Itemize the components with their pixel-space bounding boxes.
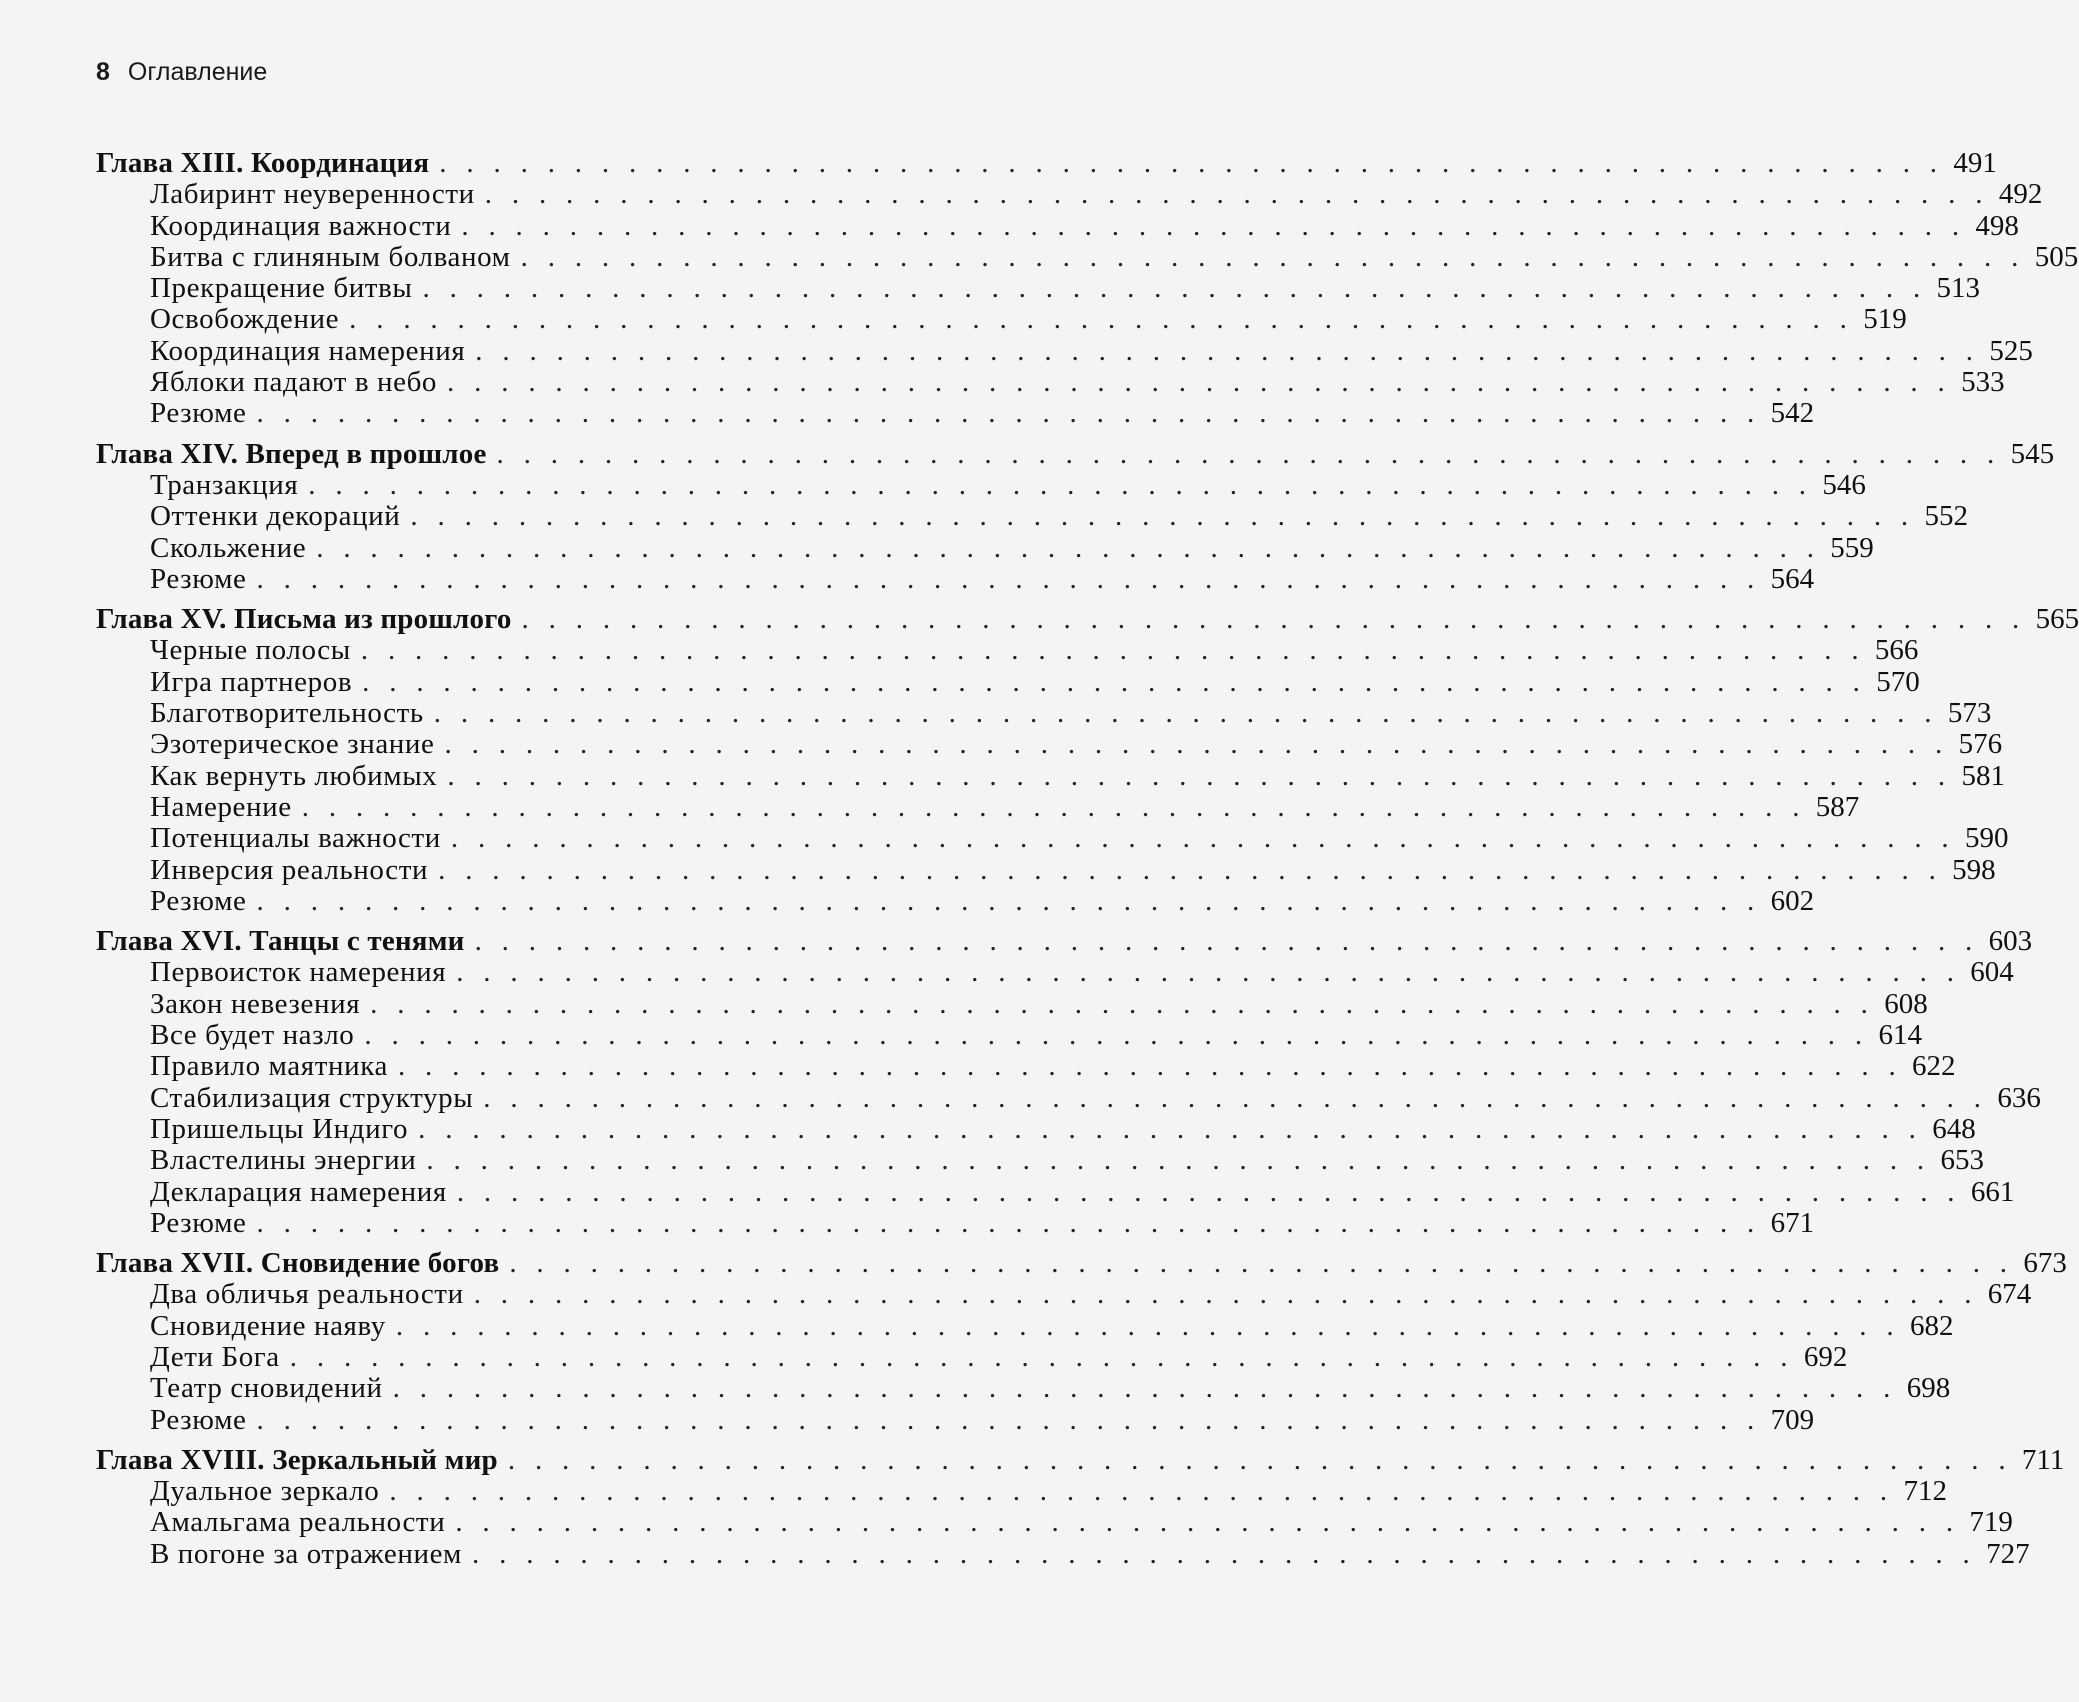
dot-leader: . . . . . . . . . . . . . . . . . . . . . . . . . . . . . . . . . . . . . . . . . . . . . . . . . . . . . . . .	[256, 562, 1761, 595]
toc-section-entry	[96, 1506, 2013, 1539]
dot-leader: . . . . . . . . . . . . . . . . . . . . . . . . . . . . . . . . . . . . . . . . . . . . . . . . . . . . . . . .	[433, 697, 1938, 730]
toc-section-entry	[96, 366, 2005, 399]
toc-section-entry	[96, 1372, 1951, 1405]
dot-leader: . . . . . . . . . . . . . . . . . . . . . . . . . . . . . . . . . . . . . . . . . . . . . . . . . . . . . . . .	[450, 822, 1955, 855]
toc-entry-page: 674	[1987, 1278, 2032, 1311]
dot-leader: . . . . . . . . . . . . . . . . . . . . . . . . . . . . . . . . . . . . . . . . . . . . . . . . . . . . . . . .	[410, 500, 1915, 533]
dot-leader: . . . . . . . . . . . . . . . . . . . . . . . . . . . . . . . . . . . . . . . . . . . . . . . . . . . . . . . .	[362, 665, 1867, 698]
running-header-title: Оглавление	[127, 58, 268, 86]
toc-entry-page: 598	[1952, 853, 1996, 886]
toc-entry-page: 590	[1964, 822, 2009, 855]
toc-entry-title: Все будет назло	[150, 1019, 355, 1052]
dot-leader: . . . . . . . . . . . . . . . . . . . . . . . . . . . . . . . . . . . . . . . . . . . . . . . . . . . . . . . .	[474, 925, 1979, 958]
toc-entry-title: Инверсия реальности	[150, 853, 429, 886]
toc-section-entry	[96, 822, 2009, 855]
toc-entry-title: Лабиринт неуверенности	[150, 178, 475, 211]
dot-leader: . . . . . . . . . . . . . . . . . . . . . . . . . . . . . . . . . . . . . . . . . . . . . . . . . . . . . . . .	[447, 366, 1952, 399]
toc-entry-page: 698	[1906, 1372, 1951, 1405]
toc-entry-page: 712	[1903, 1475, 1947, 1508]
toc-entry-title: Глава XIII. Координация	[96, 147, 430, 179]
toc-section-entry	[96, 1309, 1954, 1342]
dot-leader: . . . . . . . . . . . . . . . . . . . . . . . . . . . . . . . . . . . . . . . . . . . . . . . . . . . . . . . .	[308, 468, 1813, 501]
toc-entry-page: 671	[1770, 1206, 1815, 1239]
toc-section-entry	[96, 665, 1920, 698]
toc-section-entry	[96, 334, 2033, 367]
toc-entry-title: Резюме	[150, 1403, 247, 1436]
toc-section-entry	[96, 397, 1815, 430]
dot-leader: . . . . . . . . . . . . . . . . . . . . . . . . . . . . . . . . . . . . . . . . . . . . . . . . . . . . . . . .	[472, 1537, 1977, 1570]
toc-entry-page: 570	[1876, 665, 1920, 698]
toc-section-entry	[96, 634, 1919, 667]
toc-section-entry	[96, 1340, 1848, 1373]
toc-section-entry	[96, 303, 1907, 336]
toc-section-entry	[96, 790, 1860, 823]
toc-chapter-entry	[96, 603, 2079, 636]
toc-entry-title: Черные полосы	[150, 634, 351, 667]
toc-section-entry	[96, 562, 1815, 595]
dot-leader: . . . . . . . . . . . . . . . . . . . . . . . . . . . . . . . . . . . . . . . . . . . . . . . . . . . . . . . .	[256, 397, 1761, 430]
dot-leader: . . . . . . . . . . . . . . . . . . . . . . . . . . . . . . . . . . . . . . . . . . . . . . . . . . . . . . . .	[438, 853, 1943, 886]
toc-section-entry	[96, 1175, 2015, 1208]
toc-chapter-entry	[96, 925, 2033, 958]
toc-section-entry	[96, 531, 1874, 564]
dot-leader: . . . . . . . . . . . . . . . . . . . . . . . . . . . . . . . . . . . . . . . . . . . . . . . . . . . . . . . .	[456, 1175, 1961, 1208]
toc-entry-title: Координация намерения	[150, 334, 466, 367]
dot-leader: . . . . . . . . . . . . . . . . . . . . . . . . . . . . . . . . . . . . . . . . . . . . . . . . . . . . . . . .	[509, 1247, 2014, 1280]
toc-section-entry	[96, 272, 1981, 305]
toc-entry-page: 602	[1770, 884, 1815, 917]
toc-entry-title: Намерение	[150, 790, 292, 823]
toc-section-entry	[96, 1112, 1976, 1145]
toc-entry-page: 565	[2035, 603, 2079, 636]
toc-entry-page: 661	[1970, 1175, 2015, 1208]
toc-entry-title: Битва с глиняным болваном	[150, 240, 511, 273]
toc-entry-page: 727	[1986, 1537, 2030, 1570]
toc-entry-title: Освобождение	[150, 303, 340, 336]
toc-entry-title: Правило маятника	[150, 1050, 388, 1083]
toc-entry-page: 587	[1815, 790, 1860, 823]
dot-leader: . . . . . . . . . . . . . . . . . . . . . . . . . . . . . . . . . . . . . . . . . . . . . . . . . . . . . . . .	[455, 1506, 1960, 1539]
toc-entry-title: Два обличья реальности	[150, 1278, 464, 1311]
dot-leader: . . . . . . . . . . . . . . . . . . . . . . . . . . . . . . . . . . . . . . . . . . . . . . . . . . . . . . . .	[473, 1278, 1978, 1311]
toc-chapter-entry	[96, 437, 2055, 470]
toc-section-entry	[96, 1019, 1922, 1052]
dot-leader: . . . . . . . . . . . . . . . . . . . . . . . . . . . . . . . . . . . . . . . . . . . . . . . . . . . . . . . .	[349, 303, 1854, 336]
toc-section-entry	[96, 956, 2014, 989]
toc-entry-title: Театр сновидений	[150, 1372, 383, 1405]
toc-section-entry	[96, 1081, 2041, 1114]
dot-leader: . . . . . . . . . . . . . . . . . . . . . . . . . . . . . . . . . . . . . . . . . . . . . . . . . . . . . . . .	[395, 1309, 1900, 1342]
toc-entry-title: Скольжение	[150, 531, 307, 564]
toc-section-entry	[96, 987, 1928, 1020]
toc-section-entry	[96, 1206, 1815, 1239]
dot-leader: . . . . . . . . . . . . . . . . . . . . . . . . . . . . . . . . . . . . . . . . . . . . . . . . . . . . . . . .	[461, 209, 1966, 242]
toc-entry-page: 603	[1988, 925, 2033, 958]
toc-entry-title: Пришельцы Индиго	[150, 1112, 409, 1145]
dot-leader: . . . . . . . . . . . . . . . . . . . . . . . . . . . . . . . . . . . . . . . . . . . . . . . . . . . . . . . .	[360, 634, 1865, 667]
toc-entry-page: 559	[1830, 531, 1874, 564]
toc-section-entry	[96, 1537, 2030, 1570]
toc-entry-page: 492	[1998, 178, 2043, 211]
dot-leader: . . . . . . . . . . . . . . . . . . . . . . . . . . . . . . . . . . . . . . . . . . . . . . . . . . . . . . . .	[418, 1112, 1923, 1145]
toc-entry-page: 719	[1969, 1506, 2013, 1539]
dot-leader: . . . . . . . . . . . . . . . . . . . . . . . . . . . . . . . . . . . . . . . . . . . . . . . . . . . . . . . .	[256, 884, 1761, 917]
toc-entry-title: Глава XIV. Вперед в прошлое	[96, 437, 487, 470]
toc-entry-page: 576	[1958, 728, 2003, 761]
toc-entry-title: Прекращение битвы	[150, 272, 413, 305]
toc-entry-page: 505	[2034, 240, 2079, 273]
toc-section-entry	[96, 1144, 1984, 1177]
toc-entry-title: Игра партнеров	[150, 665, 353, 698]
page-number: 8	[96, 58, 110, 86]
toc-entry-page: 636	[1997, 1081, 2041, 1114]
toc-entry-title: Сновидение наяву	[150, 1309, 386, 1342]
toc-entry-page: 573	[1947, 697, 1992, 730]
toc-entry-page: 692	[1803, 1340, 1848, 1373]
running-header	[96, 58, 267, 87]
toc-entry-page: 622	[1912, 1050, 1956, 1083]
toc-section-entry	[96, 759, 2005, 792]
toc-entry-page: 566	[1874, 634, 1919, 667]
dot-leader: . . . . . . . . . . . . . . . . . . . . . . . . . . . . . . . . . . . . . . . . . . . . . . . . . . . . . . . .	[439, 147, 1944, 179]
dot-leader: . . . . . . . . . . . . . . . . . . . . . . . . . . . . . . . . . . . . . . . . . . . . . . . . . . . . . . . .	[392, 1372, 1897, 1405]
toc-entry-title: Благотворительность	[150, 697, 424, 730]
dot-leader: . . . . . . . . . . . . . . . . . . . . . . . . . . . . . . . . . . . . . . . . . . . . . . . . . . . . . . . .	[484, 178, 1989, 211]
toc-entry-title: Координация важности	[150, 209, 452, 242]
toc-entry-page: 653	[1940, 1144, 1984, 1177]
toc-entry-page: 581	[1961, 759, 2005, 792]
toc-entry-page: 545	[2010, 437, 2055, 470]
dot-leader: . . . . . . . . . . . . . . . . . . . . . . . . . . . . . . . . . . . . . . . . . . . . . . . . . . . . . . . .	[364, 1019, 1869, 1052]
dot-leader: . . . . . . . . . . . . . . . . . . . . . . . . . . . . . . . . . . . . . . . . . . . . . . . . . . . . . . . .	[389, 1475, 1894, 1508]
dot-leader: . . . . . . . . . . . . . . . . . . . . . . . . . . . . . . . . . . . . . . . . . . . . . . . . . . . . . . . .	[316, 531, 1821, 564]
toc-entry-title: Потенциалы важности	[150, 822, 441, 855]
toc-section-entry	[96, 240, 2079, 273]
toc-section-entry	[96, 1050, 1956, 1083]
toc-section-entry	[96, 209, 2019, 242]
toc-entry-page: 648	[1932, 1112, 1976, 1145]
dot-leader: . . . . . . . . . . . . . . . . . . . . . . . . . . . . . . . . . . . . . . . . . . . . . . . . . . . . . . . .	[507, 1443, 2012, 1476]
toc-entry-title: Дуальное зеркало	[150, 1475, 380, 1508]
toc-entry-title: Резюме	[150, 397, 247, 430]
toc-entry-title: Закон невезения	[150, 987, 361, 1020]
dot-leader: . . . . . . . . . . . . . . . . . . . . . . . . . . . . . . . . . . . . . . . . . . . . . . . . . . . . . . . .	[496, 437, 2001, 470]
toc-entry-title: Глава XVII. Сновидение богов	[96, 1247, 500, 1280]
toc-section-entry	[96, 178, 2043, 211]
toc-entry-title: Амальгама реальности	[150, 1506, 446, 1539]
toc-entry-page: 533	[1961, 366, 2005, 399]
toc-section-entry	[96, 1475, 1947, 1508]
dot-leader: . . . . . . . . . . . . . . . . . . . . . . . . . . . . . . . . . . . . . . . . . . . . . . . . . . . . . . . .	[475, 334, 1980, 367]
toc-entry-title: Глава XVI. Танцы с тенями	[96, 925, 465, 958]
toc-section-entry	[96, 468, 1866, 501]
toc-entry-page: 711	[2021, 1443, 2065, 1476]
toc-entry-page: 604	[1970, 956, 2014, 989]
toc-entry-title: Транзакция	[150, 468, 299, 501]
toc-entry-page: 673	[2023, 1247, 2067, 1280]
toc-entry-page: 682	[1909, 1309, 1954, 1342]
toc-entry-title: В погоне за отражением	[150, 1537, 463, 1570]
toc-chapter-entry	[96, 1247, 2067, 1280]
toc-section-entry	[96, 500, 1968, 533]
toc-entry-page: 491	[1953, 147, 1997, 179]
dot-leader: . . . . . . . . . . . . . . . . . . . . . . . . . . . . . . . . . . . . . . . . . . . . . . . . . . . . . . . .	[289, 1340, 1794, 1373]
toc-entry-title: Резюме	[150, 884, 247, 917]
toc-entry-page: 542	[1770, 397, 1815, 430]
toc-entry-page: 552	[1924, 500, 1968, 533]
toc-entry-page: 546	[1822, 468, 1866, 501]
toc-section-entry	[96, 1403, 1815, 1436]
dot-leader: . . . . . . . . . . . . . . . . . . . . . . . . . . . . . . . . . . . . . . . . . . . . . . . . . . . . . . . .	[426, 1144, 1931, 1177]
toc-entry-page: 519	[1863, 303, 1907, 336]
dot-leader: . . . . . . . . . . . . . . . . . . . . . . . . . . . . . . . . . . . . . . . . . . . . . . . . . . . . . . . .	[456, 956, 1961, 989]
toc-entry-title: Декларация намерения	[150, 1175, 447, 1208]
toc-entry-page: 564	[1770, 562, 1815, 595]
dot-leader: . . . . . . . . . . . . . . . . . . . . . . . . . . . . . . . . . . . . . . . . . . . . . . . . . . . . . . . .	[301, 790, 1806, 823]
toc-chapter-entry	[96, 1443, 2065, 1476]
toc-entry-page: 513	[1936, 272, 1981, 305]
toc-entry-title: Резюме	[150, 562, 247, 595]
dot-leader: . . . . . . . . . . . . . . . . . . . . . . . . . . . . . . . . . . . . . . . . . . . . . . . . . . . . . . . .	[256, 1403, 1761, 1436]
dot-leader: . . . . . . . . . . . . . . . . . . . . . . . . . . . . . . . . . . . . . . . . . . . . . . . . . . . . . . . .	[447, 759, 1952, 792]
toc-chapter-entry	[96, 147, 1997, 179]
toc-entry-title: Глава XV. Письма из прошлого	[96, 603, 512, 636]
toc-entry-title: Стабилизация структуры	[150, 1081, 474, 1114]
dot-leader: . . . . . . . . . . . . . . . . . . . . . . . . . . . . . . . . . . . . . . . . . . . . . . . . . . . . . . . .	[397, 1050, 1903, 1083]
toc-section-entry	[96, 853, 1996, 886]
toc-entry-title: Оттенки декораций	[150, 500, 401, 533]
dot-leader: . . . . . . . . . . . . . . . . . . . . . . . . . . . . . . . . . . . . . . . . . . . . . . . . . . . . . . . .	[422, 272, 1927, 305]
dot-leader: . . . . . . . . . . . . . . . . . . . . . . . . . . . . . . . . . . . . . . . . . . . . . . . . . . . . . . . .	[444, 728, 1949, 761]
toc-entry-page: 525	[1989, 334, 2033, 367]
dot-leader: . . . . . . . . . . . . . . . . . . . . . . . . . . . . . . . . . . . . . . . . . . . . . . . . . . . . . . . .	[483, 1081, 1988, 1114]
toc-entry-page: 608	[1884, 987, 1928, 1020]
toc-entry-title: Резюме	[150, 1206, 247, 1239]
dot-leader: . . . . . . . . . . . . . . . . . . . . . . . . . . . . . . . . . . . . . . . . . . . . . . . . . . . . . . . .	[370, 987, 1875, 1020]
toc-entry-title: Глава XVIII. Зеркальный мир	[96, 1443, 498, 1476]
table-of-contents	[96, 147, 2079, 1570]
toc-entry-page: 498	[1975, 209, 2019, 242]
toc-entry-title: Как вернуть любимых	[150, 759, 438, 792]
toc-entry-title: Яблоки падают в небо	[150, 366, 438, 399]
toc-section-entry	[96, 728, 2003, 761]
toc-entry-title: Дети Бога	[150, 1340, 280, 1373]
toc-entry-page: 709	[1770, 1403, 1815, 1436]
dot-leader: . . . . . . . . . . . . . . . . . . . . . . . . . . . . . . . . . . . . . . . . . . . . . . . . . . . . . . . .	[521, 603, 2026, 636]
toc-entry-page: 614	[1878, 1019, 1922, 1052]
dot-leader: . . . . . . . . . . . . . . . . . . . . . . . . . . . . . . . . . . . . . . . . . . . . . . . . . . . . . . . .	[520, 240, 2025, 273]
toc-section-entry	[96, 1278, 2032, 1311]
dot-leader: . . . . . . . . . . . . . . . . . . . . . . . . . . . . . . . . . . . . . . . . . . . . . . . . . . . . . . . .	[256, 1206, 1761, 1239]
toc-section-entry	[96, 884, 1815, 917]
toc-entry-title: Первоисток намерения	[150, 956, 447, 989]
toc-entry-title: Эзотерическое знание	[150, 728, 435, 761]
toc-section-entry	[96, 697, 1992, 730]
toc-entry-title: Властелины энергии	[150, 1144, 417, 1177]
